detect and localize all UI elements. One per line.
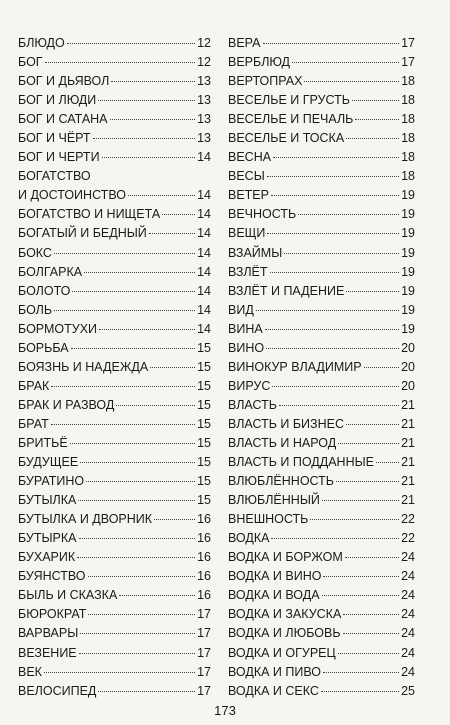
entry-term: ВЕРБЛЮД: [228, 55, 290, 70]
entry-page-number: 19: [401, 321, 415, 336]
index-entry: [228, 72, 415, 91]
entry-term: БЛЮДО: [18, 36, 65, 50]
index-entry: [228, 663, 415, 682]
index-entry: [228, 244, 415, 263]
dot-leader: [376, 462, 399, 463]
entry-page-number: 14: [197, 302, 211, 317]
dot-leader: [267, 233, 399, 234]
entry-term: ВЛЮБЛЁННОСТЬ: [228, 474, 335, 489]
entry-page-number: 18: [401, 169, 415, 184]
index-entry: [18, 110, 211, 129]
entry-term: ВЛАСТЬ И НАРОД: [228, 435, 337, 450]
index-entry: [18, 263, 211, 282]
dot-leader: [88, 576, 196, 577]
entry-term: БОГ И ЧЁРТ: [18, 131, 91, 146]
dot-leader: [67, 43, 195, 44]
dot-leader: [298, 214, 399, 215]
index-entry: [18, 396, 211, 415]
entry-page-number: 24: [401, 569, 415, 584]
entry-term: ВЛЮБЛЁННЫЙ: [228, 493, 320, 508]
entry-term: ВОДКА И БОРЖОМ: [228, 550, 343, 565]
index-entry: [18, 186, 211, 205]
dot-leader: [98, 691, 195, 692]
index-entry: [228, 491, 415, 510]
dot-leader: [256, 310, 399, 311]
entry-page-number: 18: [401, 74, 415, 89]
entry-term: БОРЬБА: [18, 340, 69, 355]
dot-leader: [352, 100, 399, 101]
entry-term: ВЕСЫ: [228, 169, 265, 184]
entry-term: ВИНО: [228, 340, 265, 355]
dot-leader: [322, 595, 400, 596]
dot-leader: [336, 481, 399, 482]
dot-leader: [346, 291, 399, 292]
index-entry: [228, 548, 415, 567]
dot-leader: [338, 443, 399, 444]
entry-page-number: 17: [401, 36, 415, 50]
entry-page-number: 22: [401, 512, 415, 527]
dot-leader: [271, 538, 399, 539]
dot-leader: [84, 272, 195, 273]
entry-term: БОГ И САТАНА: [18, 112, 108, 127]
index-entry: [18, 301, 211, 320]
dot-leader: [86, 481, 195, 482]
entry-term: ВИНА: [228, 321, 263, 336]
entry-page-number: 21: [401, 435, 415, 450]
index-entry: [18, 567, 211, 586]
index-entry: [228, 282, 415, 301]
entry-term: ВЕЗЕНИЕ: [18, 645, 77, 660]
entry-term: БРАК: [18, 378, 50, 393]
dot-leader: [102, 157, 196, 158]
entry-page-number: 16: [197, 550, 211, 565]
entry-term: ВЕСНА: [228, 150, 272, 165]
index-entry: [228, 263, 415, 282]
dot-leader: [45, 62, 196, 63]
dot-leader: [80, 633, 195, 634]
dot-leader: [310, 519, 399, 520]
dot-leader: [162, 214, 195, 215]
entry-page-number: 14: [197, 283, 211, 298]
entry-term: ВЕСЕЛЬЕ И ТОСКА: [228, 131, 345, 146]
dot-leader: [70, 443, 195, 444]
entry-term: БОЛГАРКА: [18, 264, 83, 279]
index-entry: [18, 34, 211, 53]
dot-leader: [265, 329, 399, 330]
entry-page-number: 15: [197, 493, 211, 508]
index-entry: [18, 148, 211, 167]
entry-term: БОГАТЫЙ И БЕДНЫЙ: [18, 226, 147, 241]
entry-term: БУЯНСТВО: [18, 569, 86, 584]
index-entry: [228, 129, 415, 148]
index-entry: [18, 663, 211, 682]
dot-leader: [79, 653, 195, 654]
index-entry: [18, 453, 211, 472]
index-entry: [228, 148, 415, 167]
index-entry: [228, 301, 415, 320]
index-entry: [228, 34, 415, 53]
entry-page-number: 24: [401, 664, 415, 679]
index-entry: [228, 472, 415, 491]
entry-term: БРАК И РАЗВОД: [18, 397, 115, 412]
entry-term: БУРАТИНО: [18, 474, 85, 489]
index-entry: [18, 624, 211, 643]
entry-page-number: 21: [401, 493, 415, 508]
index-entry: [18, 244, 211, 263]
entry-term: ВОДКА И ЗАКУСКА: [228, 607, 342, 622]
entry-term: ВЗЛЁТ И ПАДЕНИЕ: [228, 283, 345, 298]
index-entry: [18, 529, 211, 548]
dot-leader: [119, 595, 195, 596]
entry-term: ВОДКА И СЕКС: [228, 683, 319, 698]
dot-leader: [154, 519, 195, 520]
entry-page-number: 19: [401, 283, 415, 298]
index-entry: [18, 358, 211, 377]
dot-leader: [99, 329, 195, 330]
dot-leader: [292, 62, 399, 63]
dot-leader: [346, 424, 399, 425]
entry-page-number: 14: [197, 188, 211, 203]
index-entry: [18, 586, 211, 605]
dot-leader: [338, 653, 399, 654]
index-entry: [18, 282, 211, 301]
entry-term: БУТЫЛКА: [18, 493, 77, 508]
dot-leader: [272, 386, 399, 387]
entry-term: БОЛЬ: [18, 302, 53, 317]
entry-page-number: 21: [401, 397, 415, 412]
index-entry: [228, 110, 415, 129]
entry-term: ВОДКА И ПИВО: [228, 664, 321, 679]
entry-page-number: 22: [401, 531, 415, 546]
dot-leader: [323, 672, 399, 673]
entry-term: ВОДКА: [228, 531, 270, 546]
entry-term: БУХАРИК: [18, 550, 76, 565]
entry-term: БУДУЩЕЕ: [18, 455, 79, 470]
index-entry: [18, 605, 211, 624]
entry-page-number: 20: [401, 340, 415, 355]
entry-term: ВОДКА И ОГУРЕЦ: [228, 645, 336, 660]
entry-page-number: 24: [401, 588, 415, 603]
dot-leader: [266, 348, 399, 349]
entry-page-number: 17: [197, 683, 211, 698]
dot-leader: [44, 672, 195, 673]
entry-page-number: 21: [401, 416, 415, 431]
entry-page-number: 15: [197, 340, 211, 355]
entry-term: ВЕРА: [228, 36, 261, 50]
index-entry: [18, 53, 211, 72]
entry-page-number: 17: [401, 55, 415, 70]
dot-leader: [271, 195, 399, 196]
dot-leader: [343, 614, 399, 615]
entry-page-number: 16: [197, 531, 211, 546]
index-entry: [18, 129, 211, 148]
entry-term: ВЕК: [18, 664, 42, 679]
entry-term: ВОДКА И ЛЮБОВЬ: [228, 626, 341, 641]
dot-leader: [273, 157, 399, 158]
index-entry: [18, 224, 211, 243]
entry-term: И ДОСТОИНСТВО: [18, 188, 126, 203]
entry-page-number: 12: [197, 36, 211, 50]
entry-page-number: 18: [401, 150, 415, 165]
dot-leader: [279, 405, 399, 406]
entry-page-number: 16: [197, 588, 211, 603]
index-entry: [18, 377, 211, 396]
page-number: 173: [214, 703, 236, 718]
entry-page-number: 16: [197, 512, 211, 527]
index-entry: [228, 682, 415, 701]
entry-term: ВЕЛОСИПЕД: [18, 683, 97, 698]
entry-term: ВЗАЙМЫ: [228, 245, 283, 260]
index-entry: [18, 91, 211, 110]
dot-leader: [51, 386, 195, 387]
entry-page-number: 15: [197, 474, 211, 489]
dot-leader: [321, 691, 399, 692]
index-entry: [228, 186, 415, 205]
dot-leader: [355, 119, 399, 120]
entry-term: БУТЫРКА: [18, 531, 77, 546]
index-entry: [18, 415, 211, 434]
entry-term: ВИНОКУР ВЛАДИМИР: [228, 359, 362, 374]
entry-term: БОГ И ДЬЯВОЛ: [18, 74, 110, 89]
index-entry: [18, 472, 211, 491]
index-entry: [228, 567, 415, 586]
index-entry: [18, 205, 211, 224]
dot-leader: [150, 367, 195, 368]
entry-term: ВЕЩИ: [228, 226, 266, 241]
dot-leader: [149, 233, 195, 234]
entry-term: ВОДКА И ВИНО: [228, 569, 322, 584]
entry-term: БОЛОТО: [18, 283, 71, 298]
index-entry: [228, 167, 415, 186]
entry-page-number: 13: [197, 131, 211, 146]
entry-term: БОГАТСТВО И НИЩЕТА: [18, 207, 161, 222]
dot-leader: [128, 195, 195, 196]
dot-leader: [345, 557, 399, 558]
entry-page-number: 17: [197, 607, 211, 622]
entry-page-number: 19: [401, 207, 415, 222]
dot-leader: [322, 500, 399, 501]
index-entry: [18, 644, 211, 663]
index-entry: [228, 53, 415, 72]
entry-page-number: 20: [401, 359, 415, 374]
dot-leader: [77, 557, 195, 558]
entry-page-number: 24: [401, 645, 415, 660]
index-entry: [228, 377, 415, 396]
index-entry: [228, 91, 415, 110]
dot-leader: [270, 272, 400, 273]
dot-leader: [323, 576, 399, 577]
dot-leader: [343, 633, 400, 634]
index-entry: [18, 510, 211, 529]
index-entry: [228, 529, 415, 548]
dot-leader: [98, 100, 195, 101]
entry-term: ВЗЛЁТ: [228, 264, 268, 279]
entry-term: БОГ И ЛЮДИ: [18, 93, 97, 108]
dot-leader: [111, 81, 195, 82]
entry-term: БЫЛЬ И СКАЗКА: [18, 588, 118, 603]
entry-page-number: 24: [401, 607, 415, 622]
entry-term: БУТЫЛКА И ДВОРНИК: [18, 512, 153, 527]
entry-page-number: 12: [197, 55, 211, 70]
entry-page-number: 17: [197, 626, 211, 641]
dot-leader: [78, 500, 195, 501]
entry-term: ВАРВАРЫ: [18, 626, 79, 641]
entry-term: ВЕСЕЛЬЕ И ПЕЧАЛЬ: [228, 112, 354, 127]
index-entry: [18, 320, 211, 339]
entry-page-number: 15: [197, 455, 211, 470]
index-entry: [228, 586, 415, 605]
dot-leader: [267, 176, 399, 177]
entry-term: БОГАТСТВО: [18, 169, 91, 184]
index-entry: [18, 548, 211, 567]
entry-page-number: 13: [197, 74, 211, 89]
entry-page-number: 15: [197, 378, 211, 393]
index-entry: [18, 682, 211, 701]
entry-term: БЮРОКРАТ: [18, 607, 87, 622]
dot-leader: [51, 424, 195, 425]
entry-term: ВНЕШНОСТЬ: [228, 512, 309, 527]
entry-term: ВЛАСТЬ И ПОДДАННЫЕ: [228, 455, 375, 470]
index-entry: [18, 72, 211, 91]
entry-term: ВЕРТОПРАХ: [228, 74, 303, 89]
entry-page-number: 14: [197, 264, 211, 279]
entry-page-number: 19: [401, 264, 415, 279]
index-entry: [228, 453, 415, 472]
dot-leader: [346, 138, 399, 139]
entry-term: БОГ: [18, 55, 43, 70]
dot-leader: [54, 310, 195, 311]
entry-page-number: 21: [401, 455, 415, 470]
index-entry: [228, 624, 415, 643]
entry-term: БОРМОТУХИ: [18, 321, 98, 336]
entry-term: ВЛАСТЬ И БИЗНЕС: [228, 416, 344, 431]
entry-page-number: 21: [401, 474, 415, 489]
entry-term: ВЕЧНОСТЬ: [228, 207, 297, 222]
entry-page-number: 18: [401, 131, 415, 146]
index-entry: [228, 415, 415, 434]
dot-leader: [110, 119, 196, 120]
dot-leader: [80, 462, 195, 463]
index-entry: [228, 339, 415, 358]
entry-page-number: 19: [401, 302, 415, 317]
entry-term: ВЛАСТЬ: [228, 397, 277, 412]
entry-page-number: 13: [197, 93, 211, 108]
entry-page-number: 15: [197, 359, 211, 374]
index-entry: [228, 510, 415, 529]
index-entry: [228, 396, 415, 415]
dot-leader: [116, 405, 195, 406]
entry-page-number: 15: [197, 435, 211, 450]
entry-term: БРАТ: [18, 416, 49, 431]
dot-leader: [79, 538, 196, 539]
index-column-right: [228, 34, 415, 701]
entry-page-number: 24: [401, 550, 415, 565]
index-entry: [228, 358, 415, 377]
entry-term: БОКС: [18, 245, 52, 260]
dot-leader: [54, 253, 195, 254]
entry-page-number: 17: [197, 645, 211, 660]
dot-leader: [71, 348, 196, 349]
index-entry: [18, 167, 211, 186]
entry-page-number: 15: [197, 416, 211, 431]
entry-term: БОЯЗНЬ И НАДЕЖДА: [18, 359, 149, 374]
index-entry: [228, 605, 415, 624]
index-entry: [228, 434, 415, 453]
entry-term: ВЕТЕР: [228, 188, 269, 203]
entry-term: ВОДКА И ВОДА: [228, 588, 320, 603]
entry-page-number: 25: [401, 683, 415, 698]
index-entry: [228, 644, 415, 663]
entry-page-number: 19: [401, 188, 415, 203]
entry-page-number: 14: [197, 321, 211, 336]
entry-term: ВЕСЕЛЬЕ И ГРУСТЬ: [228, 93, 350, 108]
entry-term: ВИРУС: [228, 378, 271, 393]
entry-page-number: 14: [197, 207, 211, 222]
dot-leader: [93, 138, 196, 139]
entry-term: БРИТЬЁ: [18, 435, 68, 450]
index-entry: [228, 224, 415, 243]
entry-page-number: 14: [197, 226, 211, 241]
entry-page-number: 18: [401, 93, 415, 108]
dot-leader: [304, 81, 399, 82]
entry-page-number: 17: [197, 664, 211, 679]
entry-page-number: 20: [401, 378, 415, 393]
entry-page-number: 13: [197, 112, 211, 127]
entry-page-number: 19: [401, 226, 415, 241]
entry-page-number: 15: [197, 397, 211, 412]
dot-leader: [364, 367, 400, 368]
dot-leader: [263, 43, 400, 44]
entry-page-number: 18: [401, 112, 415, 127]
entry-page-number: 19: [401, 245, 415, 260]
index-entry: [18, 491, 211, 510]
entry-page-number: 14: [197, 245, 211, 260]
entry-term: БОГ И ЧЕРТИ: [18, 150, 100, 165]
index-entry: [18, 339, 211, 358]
index-entry: [18, 434, 211, 453]
index-entry: [228, 320, 415, 339]
entry-term: ВИД: [228, 302, 254, 317]
dot-leader: [284, 253, 399, 254]
entry-page-number: 14: [197, 150, 211, 165]
entry-page-number: 16: [197, 569, 211, 584]
dot-leader: [72, 291, 195, 292]
dot-leader: [88, 614, 195, 615]
index-column-left: [18, 34, 211, 701]
entry-page-number: 24: [401, 626, 415, 641]
index-entry: [228, 205, 415, 224]
